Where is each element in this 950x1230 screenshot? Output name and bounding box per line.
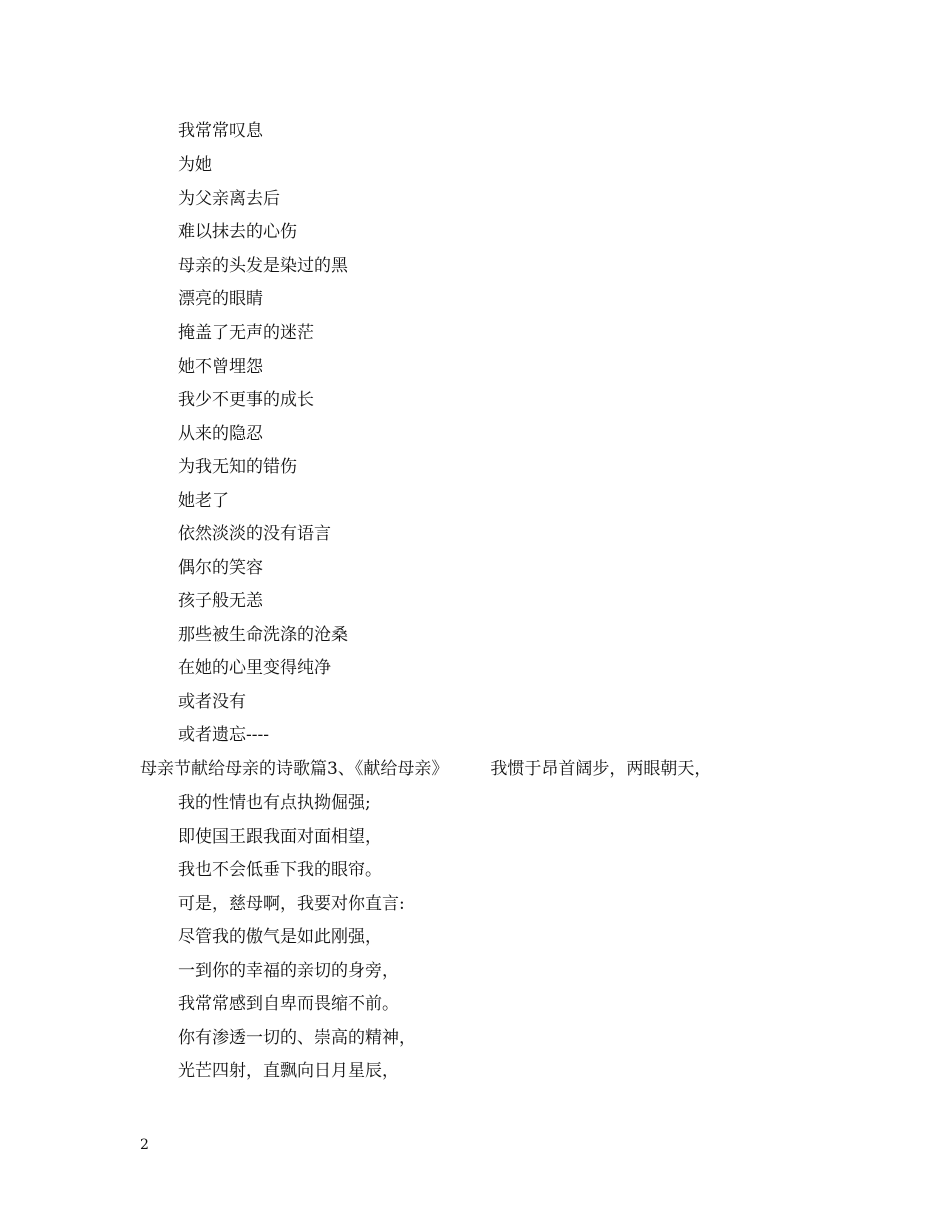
poem-line: 或者遗忘----: [178, 725, 269, 745]
poem-line: 掩盖了无声的迷茫: [178, 323, 314, 343]
poem-line: 尽管我的傲气是如此刚强，: [178, 927, 382, 947]
poem-line: 我常常叹息: [178, 121, 263, 141]
poem-line: 我常常感到自卑而畏缩不前。: [178, 994, 399, 1014]
poem-first-line: 我惯于昂首阔步，两眼朝天，: [490, 759, 712, 779]
poem-line: 漂亮的眼睛: [178, 289, 263, 309]
poem-line: 母亲的头发是染过的黑: [178, 256, 348, 276]
poem-line: 为父亲离去后: [178, 189, 280, 209]
poem-line: 她老了: [178, 491, 229, 511]
poem-line: 她不曾埋怨: [178, 357, 263, 377]
poem-line: 从来的隐忍: [178, 424, 263, 444]
poem-line: 或者没有: [178, 692, 246, 712]
page-number: 2: [140, 1137, 149, 1153]
poem-line: 一到你的幸福的亲切的身旁，: [178, 961, 399, 981]
poem-line: 可是，慈母啊，我要对你直言:: [178, 894, 405, 914]
poem-line: 我少不更事的成长: [178, 390, 314, 410]
section-heading: [140, 758, 711, 780]
poem-line: 依然淡淡的没有语言: [178, 524, 331, 544]
poem-line: 为她: [178, 155, 212, 175]
poem-line: 光芒四射，直飘向日月星辰，: [178, 1061, 399, 1081]
poem-line: 难以抹去的心伤: [178, 222, 297, 242]
poem-line: 你有渗透一切的、崇高的精神，: [178, 1028, 416, 1048]
poem-line: 我也不会低垂下我的眼帘。: [178, 860, 382, 880]
poem-line: 即使国王跟我面对面相望，: [178, 827, 382, 847]
poem-line: 孩子般无恙: [178, 591, 263, 611]
poem-line: 我的性情也有点执拗倔强;: [178, 793, 371, 813]
section-title: 母亲节献给母亲的诗歌篇3、《献给母亲》: [140, 759, 449, 779]
poem-line: 那些被生命洗涤的沧桑: [178, 625, 348, 645]
poem-line: 在她的心里变得纯净: [178, 658, 331, 678]
poem-line: 为我无知的错伤: [178, 457, 297, 477]
poem-line: 偶尔的笑容: [178, 558, 263, 578]
